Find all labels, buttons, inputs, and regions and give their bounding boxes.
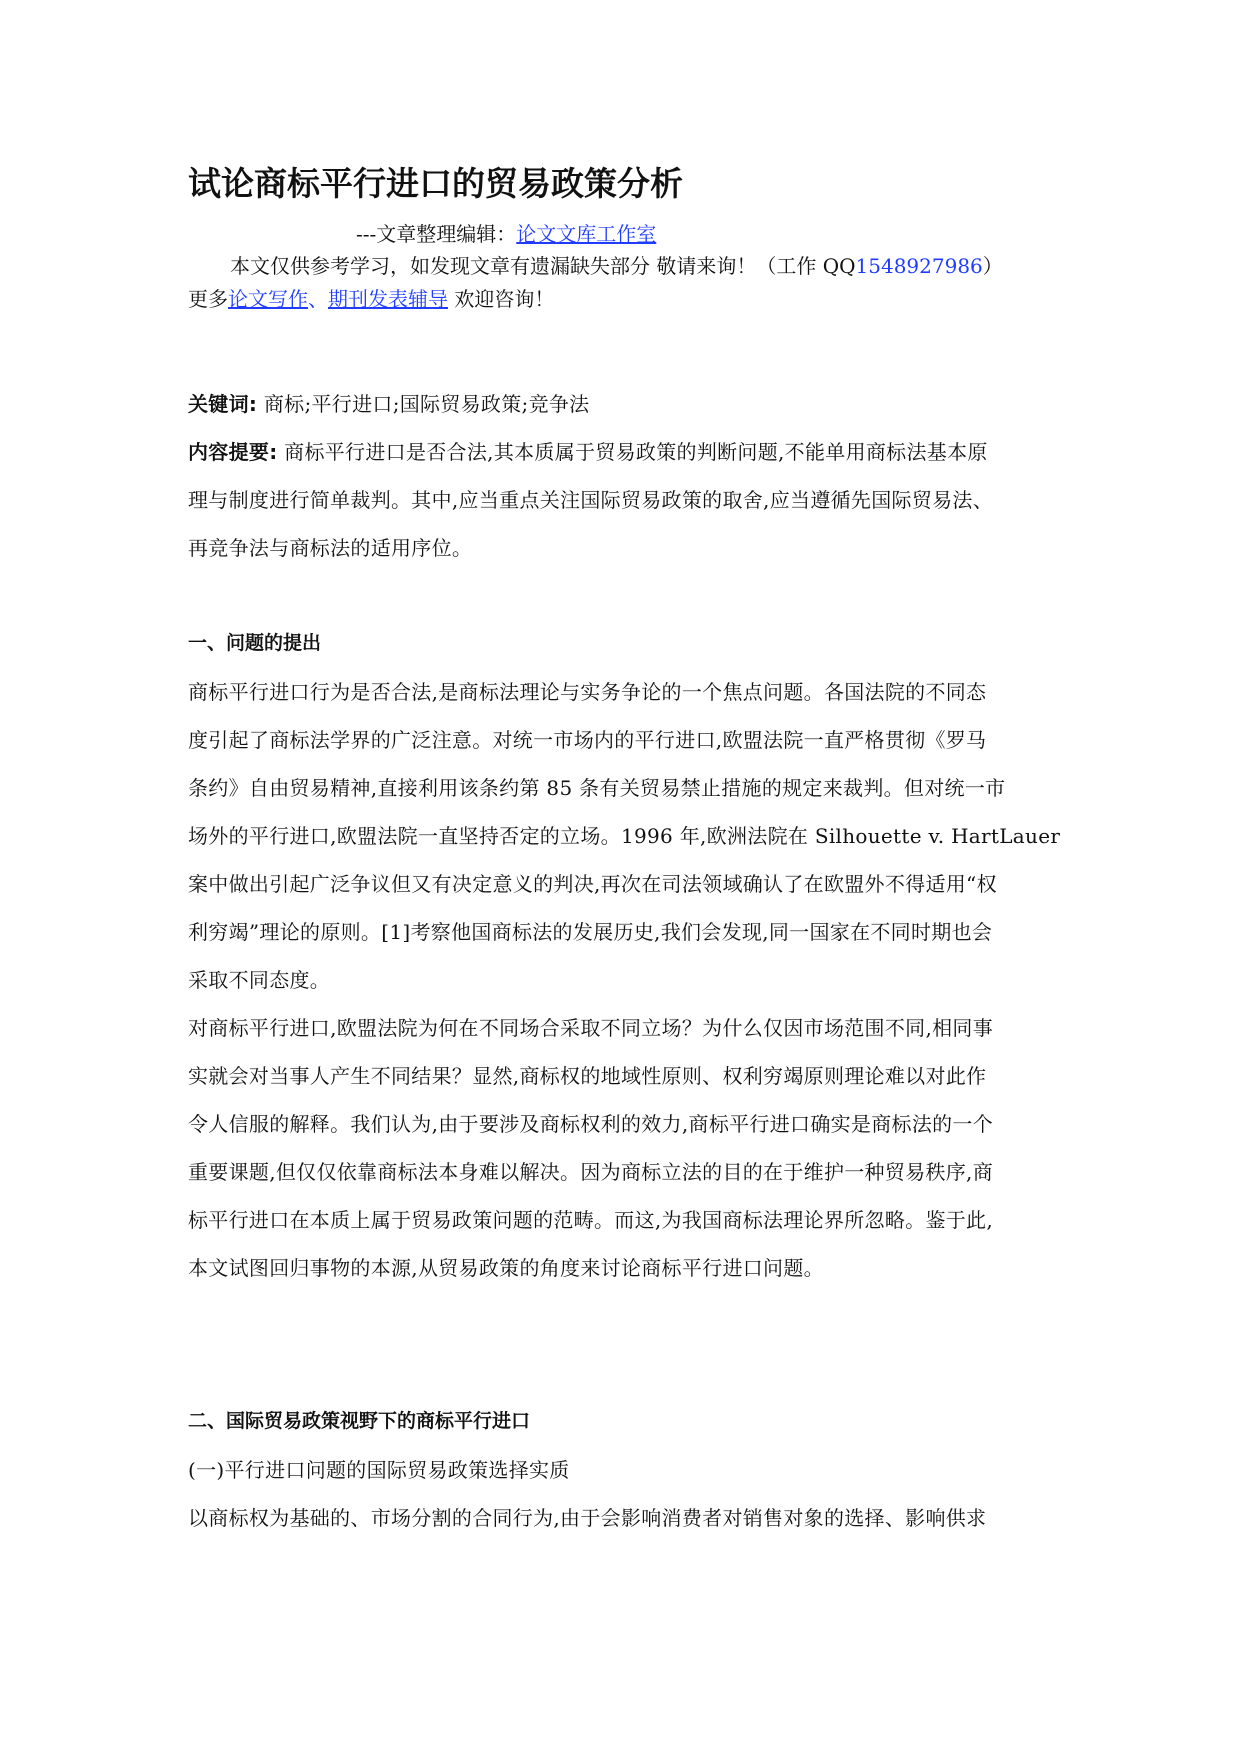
link-journal-publishing[interactable]: 期刊发表辅导	[328, 287, 448, 311]
link-separator: 、	[308, 287, 328, 311]
section-1-line-12: 标平行进口在本质上属于贸易政策问题的范畴。而这,为我国商标法理论界所忽略。鉴于此,	[188, 1208, 994, 1232]
section-1-line-6: 利穷竭”理论的原则。[1]考察他国商标法的发展历史,我们会发现,同一国家在不同时期也会	[188, 920, 993, 944]
abstract-text: 商标平行进口是否合法,其本质属于贸易政策的判断问题,不能单用商标法基本原	[277, 440, 988, 464]
section-2-subheading: (一)平行进口问题的国际贸易政策选择实质	[188, 1458, 570, 1482]
byline-prefix: ---文章整理编辑：	[356, 222, 517, 246]
notice-line-2	[188, 283, 554, 312]
section-1-heading: 一、问题的提出	[188, 632, 322, 654]
abstract-line-2: 理与制度进行简单裁判。其中,应当重点关注国际贸易政策的取舍,应当遵循先国际贸易法、	[188, 488, 994, 512]
section-1-line-2: 度引起了商标法学界的广泛注意。对统一市场内的平行进口,欧盟法院一直严格贯彻《罗马	[188, 728, 987, 752]
section-2-line-1: 以商标权为基础的、市场分割的合同行为,由于会影响消费者对销售对象的选择、影响供求	[188, 1506, 987, 1530]
link-thesis-writing[interactable]: 论文写作	[228, 287, 308, 311]
section-1-line-8: 对商标平行进口,欧盟法院为何在不同场合采取不同立场？为什么仅因市场范围不同,相同事	[188, 1016, 994, 1040]
section-1-line-4: 场外的平行进口,欧盟法院一直坚持否定的立场。1996 年,欧洲法院在 Silhouette v. HartLauer	[188, 824, 1061, 848]
section-1-line-11: 重要课题,但仅仅依靠商标法本身难以解决。因为商标立法的目的在于维护一种贸易秩序,商	[188, 1160, 994, 1184]
byline	[356, 218, 656, 247]
section-1-line-13: 本文试图回归事物的本源,从贸易政策的角度来讨论商标平行进口问题。	[188, 1256, 824, 1280]
section-1-line-1: 商标平行进口行为是否合法,是商标法理论与实务争论的一个焦点问题。各国法院的不同态	[188, 680, 987, 704]
abstract-label: 内容提要:	[188, 440, 278, 464]
keywords-label: 关键词:	[188, 392, 258, 416]
notice-line-end: ）	[982, 254, 1003, 278]
keywords-line	[188, 388, 589, 417]
notice-line-1	[230, 250, 1003, 279]
keywords-text: 商标;平行进口;国际贸易政策;竞争法	[257, 392, 590, 416]
section-1-line-7: 采取不同态度。	[188, 968, 331, 992]
studio-link[interactable]: 论文文库工作室	[516, 222, 657, 246]
qq-number: 1548927986	[855, 254, 983, 278]
document-title: 试论商标平行进口的贸易政策分析	[188, 164, 683, 203]
abstract-line-3: 再竞争法与商标法的适用序位。	[188, 536, 473, 560]
section-1-line-3: 条约》自由贸易精神,直接利用该条约第 85 条有关贸易禁止措施的规定来裁判。但对统一市	[188, 776, 1006, 800]
notice-text: 本文仅供参考学习，如发现文章有遗漏缺失部分 敬请来询！（工作 QQ	[230, 254, 856, 278]
more-prefix: 更多	[188, 287, 228, 311]
section-2-heading: 二、国际贸易政策视野下的商标平行进口	[188, 1410, 531, 1432]
section-1-line-9: 实就会对当事人产生不同结果？显然,商标权的地域性原则、权利穷竭原则理论难以对此作	[188, 1064, 987, 1088]
more-suffix: 欢迎咨询！	[448, 287, 555, 311]
section-1-line-5: 案中做出引起广泛争议但又有决定意义的判决,再次在司法领域确认了在欧盟外不得适用“权	[188, 872, 997, 896]
abstract-line-1	[188, 436, 988, 465]
section-1-line-10: 令人信服的解释。我们认为,由于要涉及商标权利的效力,商标平行进口确实是商标法的一个	[188, 1112, 994, 1136]
